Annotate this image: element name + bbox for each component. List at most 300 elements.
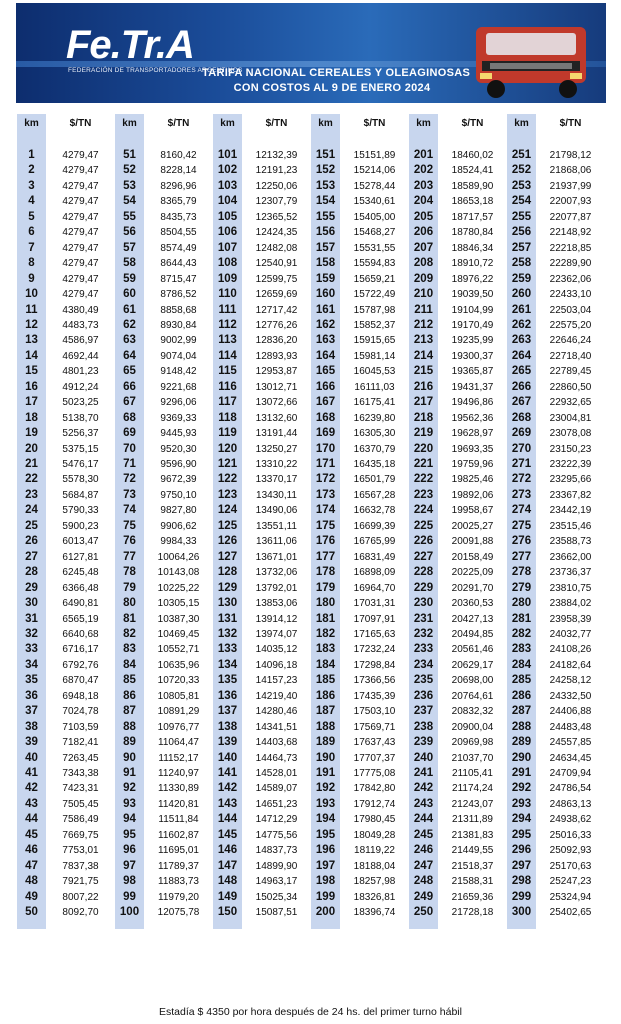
price-cell: 25170,63: [549, 860, 592, 872]
km-cell: 71: [123, 458, 136, 470]
km-cell: 68: [123, 411, 136, 424]
price-cell: 8858,68: [160, 304, 197, 316]
price-cell: 7182,41: [62, 737, 99, 749]
price-cell: 11883,73: [158, 876, 199, 888]
price-cell: 17707,37: [353, 752, 396, 764]
price-cell: 4279,47: [62, 150, 99, 161]
km-cell: 105: [217, 210, 238, 223]
km-cell: 220: [413, 442, 434, 455]
price-cell: 11064,47: [158, 737, 199, 749]
km-cell: 41: [25, 767, 38, 779]
km-cell: 188: [315, 720, 336, 733]
km-cell: 166: [315, 380, 336, 393]
km-cell: 28: [25, 566, 38, 579]
price-cell: 6127,81: [62, 551, 99, 563]
km-cell: 124: [217, 504, 238, 517]
km-cell: 245: [413, 828, 434, 841]
km-cell: 81: [123, 612, 136, 625]
km-cell: 58: [123, 257, 136, 270]
price-cell: 4279,47: [62, 180, 99, 192]
price-cell: 14651,23: [255, 798, 298, 810]
km-cell: 233: [413, 643, 434, 656]
km-cell: 118: [218, 411, 237, 424]
price-header: $/TN: [69, 118, 92, 129]
km-cell: 295: [511, 828, 532, 841]
km-cell: 22: [25, 473, 38, 486]
price-cell: 4279,47: [62, 227, 99, 239]
price-cell: 18524,41: [451, 165, 494, 177]
price-cell: 8715,47: [160, 273, 197, 285]
km-cell: 264: [511, 349, 532, 362]
km-cell: 24: [25, 504, 38, 517]
km-cell: 25: [25, 519, 38, 532]
price-cell: 17503,10: [353, 706, 396, 718]
price-cell: 9984,33: [160, 536, 197, 548]
km-cell: 292: [511, 782, 532, 795]
price-cell: 15405,00: [353, 211, 396, 223]
price-cell: 6716,17: [62, 644, 99, 656]
km-cell: 109: [217, 272, 238, 285]
price-cell: 23515,46: [549, 520, 592, 532]
price-cell: 5900,23: [62, 520, 99, 532]
price-cell: 4279,47: [62, 258, 99, 270]
price-cell: 14157,23: [255, 675, 298, 687]
km-cell: 231: [413, 612, 434, 625]
km-cell: 194: [315, 813, 336, 826]
price-cell: 22433,10: [549, 289, 592, 301]
km-cell: 278: [511, 566, 532, 579]
price-cell: 24182,64: [549, 659, 592, 671]
price-cell: 19825,46: [451, 474, 494, 486]
price-cell: 20698,00: [451, 675, 494, 687]
price-cell: 11695,01: [158, 845, 199, 857]
km-cell: 153: [315, 179, 336, 192]
price-cell: 24108,26: [549, 644, 592, 656]
km-cell: 43: [25, 797, 38, 810]
price-cell: 13914,12: [255, 613, 298, 625]
km-cell: 283: [511, 643, 532, 656]
km-cell: 67: [123, 396, 136, 409]
price-cell: 22289,90: [549, 258, 592, 270]
km-cell: 45: [25, 828, 38, 841]
price-cell: 19170,49: [451, 319, 494, 331]
km-cell: 255: [511, 210, 532, 223]
km-cell: 31: [25, 612, 38, 625]
price-cell: 5375,15: [62, 443, 99, 455]
km-cell: 117: [218, 396, 237, 409]
price-cell: 5476,17: [62, 459, 99, 470]
km-cell: 157: [315, 241, 336, 254]
price-cell: 12893,93: [255, 350, 298, 362]
price-cell: 8786,52: [160, 289, 197, 301]
price-cell: 9672,39: [160, 474, 197, 486]
km-cell: 207: [413, 241, 434, 254]
price-cell: 11511,84: [158, 814, 199, 826]
km-cell: 138: [217, 720, 238, 733]
km-cell: 154: [315, 195, 336, 208]
price-cell: 11240,97: [158, 768, 199, 779]
km-cell: 49: [25, 890, 38, 903]
km-cell: 86: [123, 689, 136, 702]
price-cell: 16567,28: [353, 489, 396, 501]
price-cell: 21174,24: [452, 783, 493, 795]
price-cell: 21588,31: [451, 876, 494, 888]
price-cell: 15151,89: [353, 150, 396, 161]
km-cell: 69: [123, 427, 136, 440]
km-cell: 161: [315, 303, 336, 316]
price-cell: 8228,14: [160, 165, 197, 177]
price-cell: 4279,47: [62, 196, 99, 208]
price-cell: 7024,78: [62, 706, 99, 718]
km-cell: 169: [315, 427, 336, 440]
price-cell: 6013,47: [62, 536, 99, 548]
km-cell: 142: [217, 782, 238, 795]
km-cell: 263: [511, 334, 532, 347]
km-cell: 215: [413, 365, 434, 378]
km-cell: 208: [413, 257, 434, 270]
price-cell: 15915,65: [353, 335, 396, 347]
price-cell: 24258,12: [549, 675, 592, 687]
price-cell: 7921,75: [62, 876, 99, 888]
km-cell: 18: [25, 411, 38, 424]
km-cell: 178: [315, 566, 336, 579]
price-cell: 21311,89: [452, 814, 493, 826]
km-cell: 238: [413, 720, 434, 733]
price-cell: 23367,82: [549, 489, 592, 501]
price-cell: 25247,23: [549, 876, 592, 888]
price-cell: 16045,53: [353, 366, 396, 378]
km-cell: 256: [511, 226, 532, 239]
price-cell: 14403,68: [255, 737, 298, 749]
price-cell: 14280,46: [255, 706, 298, 718]
km-cell: 183: [315, 643, 336, 656]
price-cell: 23150,23: [549, 443, 592, 455]
price-cell: 21798,12: [549, 150, 592, 161]
km-cell: 235: [413, 674, 434, 687]
price-cell: 15981,14: [353, 350, 396, 362]
price-cell: 21105,41: [452, 768, 493, 779]
price-cell: 23078,08: [549, 428, 592, 440]
price-cell: 6490,81: [62, 598, 99, 610]
km-cell: 148: [217, 875, 238, 888]
km-cell: 85: [123, 674, 136, 687]
km-cell: 271: [511, 458, 532, 470]
km-cell: 82: [123, 627, 136, 640]
price-cell: 4692,44: [62, 350, 99, 362]
price-cell: 21937,99: [549, 180, 592, 192]
price-cell: 9148,42: [160, 366, 197, 378]
price-cell: 23958,39: [549, 613, 592, 625]
km-cell: 300: [511, 906, 532, 919]
km-cell: 33: [25, 643, 38, 656]
km-cell: 83: [123, 643, 136, 656]
km-cell: 239: [413, 736, 434, 749]
km-cell: 236: [413, 689, 434, 702]
price-cell: 23884,02: [549, 598, 592, 610]
km-cell: 101: [217, 149, 238, 161]
price-cell: 24863,13: [549, 798, 592, 810]
price-cell: 22789,45: [549, 366, 592, 378]
km-cell: 275: [511, 519, 532, 532]
price-cell: 7103,59: [62, 721, 99, 733]
price-cell: 10064,26: [157, 551, 200, 563]
km-cell: 106: [217, 226, 238, 239]
km-cell: 6: [28, 226, 35, 239]
price-cell: 17097,91: [353, 613, 396, 625]
price-cell: 14775,56: [255, 829, 298, 841]
price-cell: 9906,62: [160, 520, 197, 532]
km-cell: 247: [413, 859, 434, 872]
km-cell: 13: [25, 334, 38, 347]
km-cell: 164: [315, 349, 336, 362]
km-cell: 92: [123, 782, 136, 795]
km-cell: 276: [511, 535, 532, 548]
km-cell: 167: [315, 396, 336, 409]
price-cell: 15659,21: [353, 273, 396, 285]
price-cell: 5023,25: [62, 397, 99, 409]
km-cell: 293: [511, 797, 532, 810]
km-cell: 228: [413, 566, 434, 579]
price-cell: 20900,04: [451, 721, 494, 733]
price-cell: 10143,08: [157, 567, 200, 579]
price-cell: 9445,93: [160, 428, 197, 440]
price-cell: 10720,33: [157, 675, 200, 687]
price-cell: 21518,37: [451, 860, 494, 872]
price-cell: 12540,91: [255, 258, 298, 270]
km-cell: 187: [315, 705, 336, 718]
price-cell: 16632,78: [353, 505, 396, 517]
price-cell: 18717,57: [451, 211, 494, 223]
price-cell: 21037,70: [451, 752, 494, 764]
price-cell: 23004,81: [549, 412, 592, 424]
price-cell: 23222,39: [549, 459, 592, 470]
km-cell: 46: [25, 844, 38, 857]
price-cell: 18119,22: [354, 845, 395, 857]
km-cell: 210: [413, 288, 434, 301]
km-cell: 193: [315, 797, 336, 810]
km-cell: 260: [511, 288, 532, 301]
price-cell: 15722,49: [353, 289, 396, 301]
km-cell: 112: [218, 318, 237, 331]
km-cell: 198: [315, 875, 336, 888]
price-cell: 14899,90: [255, 860, 298, 872]
km-cell: 284: [511, 658, 532, 671]
km-header: km: [514, 118, 529, 129]
price-cell: 25324,94: [549, 891, 592, 903]
price-cell: 23588,73: [549, 536, 592, 548]
price-cell: 22860,50: [549, 381, 592, 393]
price-cell: 8930,84: [160, 319, 197, 331]
km-cell: 125: [217, 519, 238, 532]
price-cell: 9002,99: [160, 335, 197, 347]
price-cell: 15531,55: [353, 242, 396, 254]
price-cell: 20764,61: [451, 690, 494, 702]
price-cell: 14589,07: [255, 783, 298, 795]
km-cell: 8: [28, 257, 35, 270]
km-cell: 269: [511, 427, 532, 440]
km-cell: 50: [25, 906, 38, 919]
price-cell: 13551,11: [256, 520, 297, 532]
km-cell: 213: [413, 334, 434, 347]
tariff-date: CON COSTOS AL 9 DE ENERO 2024: [233, 82, 431, 94]
km-cell: 177: [315, 550, 336, 563]
price-cell: 17637,43: [353, 737, 396, 749]
price-cell: 16699,39: [353, 520, 396, 532]
price-cell: 20832,32: [451, 706, 494, 718]
price-cell: 7343,38: [62, 768, 99, 779]
km-cell: 286: [511, 689, 532, 702]
price-cell: 8644,43: [160, 258, 197, 270]
km-cell: 139: [217, 736, 238, 749]
km-cell: 288: [511, 720, 532, 733]
km-cell: 113: [218, 334, 237, 347]
km-cell: 201: [413, 149, 434, 161]
price-cell: 7837,38: [62, 860, 99, 872]
km-cell: 225: [413, 519, 434, 532]
price-cell: 12836,20: [255, 335, 298, 347]
price-cell: 15087,51: [255, 907, 298, 919]
price-cell: 18589,90: [451, 180, 494, 192]
price-cell: 24634,45: [549, 752, 592, 764]
price-cell: 7586,49: [62, 814, 99, 826]
price-cell: 19300,37: [451, 350, 494, 362]
price-cell: 16239,80: [353, 412, 396, 424]
price-cell: 14464,73: [255, 752, 298, 764]
price-cell: 18976,22: [451, 273, 494, 285]
price-cell: 9369,33: [160, 412, 197, 424]
km-cell: 4: [28, 195, 35, 208]
km-cell: 184: [315, 658, 336, 671]
km-cell: 240: [413, 751, 434, 764]
km-cell: 155: [315, 210, 336, 223]
km-cell: 234: [413, 658, 434, 671]
km-cell: 27: [25, 550, 38, 563]
km-cell: 44: [25, 813, 38, 826]
km-cell: 298: [511, 875, 532, 888]
km-cell: 51: [123, 149, 136, 161]
km-cell: 99: [123, 890, 136, 903]
price-cell: 12599,75: [255, 273, 298, 285]
price-cell: 20561,46: [451, 644, 494, 656]
price-cell: 19365,87: [451, 366, 494, 378]
km-cell: 32: [25, 627, 38, 640]
price-cell: 22503,04: [549, 304, 592, 316]
price-cell: 16831,49: [353, 551, 396, 563]
km-cell: 9: [28, 272, 35, 285]
km-cell: 102: [217, 164, 238, 177]
price-cell: 24557,85: [549, 737, 592, 749]
price-cell: 25092,93: [549, 845, 592, 857]
km-cell: 290: [511, 751, 532, 764]
km-cell: 38: [25, 720, 38, 733]
price-header: $/TN: [363, 118, 386, 129]
km-cell: 137: [217, 705, 238, 718]
price-cell: 14341,51: [255, 721, 298, 733]
km-cell: 93: [123, 797, 136, 810]
price-cell: 24032,77: [549, 628, 592, 640]
km-cell: 107: [217, 241, 238, 254]
price-cell: 13792,01: [255, 582, 298, 594]
price-cell: 18188,04: [353, 860, 396, 872]
km-cell: 48: [25, 875, 38, 888]
km-cell: 280: [511, 597, 532, 610]
km-cell: 173: [315, 488, 336, 501]
price-cell: 14219,40: [255, 690, 298, 702]
km-cell: 249: [413, 890, 434, 903]
km-cell: 30: [25, 597, 38, 610]
price-cell: 10805,81: [157, 690, 200, 702]
km-cell: 248: [413, 875, 434, 888]
km-cell: 246: [413, 844, 434, 857]
km-cell: 98: [123, 875, 136, 888]
price-cell: 17165,63: [353, 628, 396, 640]
price-cell: 8007,22: [62, 891, 99, 903]
km-cell: 268: [511, 411, 532, 424]
km-cell: 180: [315, 597, 336, 610]
price-cell: 8296,96: [160, 180, 197, 192]
km-cell: 185: [315, 674, 336, 687]
price-cell: 13191,44: [255, 428, 298, 440]
price-cell: 18653,18: [451, 196, 494, 208]
price-cell: 15852,37: [353, 319, 396, 331]
km-cell: 163: [315, 334, 336, 347]
km-cell: 10: [25, 288, 38, 301]
km-cell: 29: [25, 581, 38, 594]
price-cell: 11420,81: [158, 798, 199, 810]
km-cell: 116: [218, 380, 237, 393]
price-cell: 17031,31: [353, 598, 396, 610]
km-cell: 241: [413, 767, 434, 779]
km-cell: 123: [217, 488, 238, 501]
km-cell: 89: [123, 736, 136, 749]
price-cell: 15340,61: [353, 196, 396, 208]
price-cell: 8504,55: [160, 227, 197, 239]
km-cell: 221: [413, 458, 434, 470]
price-cell: 25402,65: [549, 907, 592, 919]
price-cell: 16765,99: [353, 536, 396, 548]
price-cell: 24786,54: [549, 783, 592, 795]
km-cell: 182: [315, 627, 336, 640]
km-cell: 258: [511, 257, 532, 270]
price-cell: 13611,06: [256, 536, 297, 548]
price-cell: 18049,28: [353, 829, 396, 841]
price-cell: 24483,48: [549, 721, 592, 733]
price-cell: 9596,90: [160, 459, 197, 470]
km-cell: 171: [315, 458, 336, 470]
km-cell: 12: [25, 318, 38, 331]
km-cell: 175: [315, 519, 336, 532]
price-cell: 13490,06: [255, 505, 298, 517]
km-cell: 285: [511, 674, 532, 687]
km-cell: 141: [217, 767, 238, 779]
price-cell: 14528,01: [255, 768, 298, 779]
federation-name: FEDERACIÓN DE TRANSPORTADORES ARGENTINOS: [68, 67, 243, 74]
km-cell: 104: [217, 195, 238, 208]
price-cell: 13012,71: [255, 381, 298, 393]
km-cell: 131: [217, 612, 238, 625]
km-cell: 94: [123, 813, 136, 826]
price-cell: 24709,94: [549, 768, 592, 779]
km-cell: 21: [25, 458, 38, 470]
km-header: km: [318, 118, 333, 129]
km-cell: 174: [315, 504, 336, 517]
price-cell: 11330,89: [158, 783, 199, 795]
price-cell: 20025,27: [451, 520, 494, 532]
price-cell: 4380,49: [62, 304, 99, 316]
price-cell: 12482,08: [255, 242, 298, 254]
price-cell: 18910,72: [451, 258, 494, 270]
price-header: $/TN: [265, 118, 288, 129]
